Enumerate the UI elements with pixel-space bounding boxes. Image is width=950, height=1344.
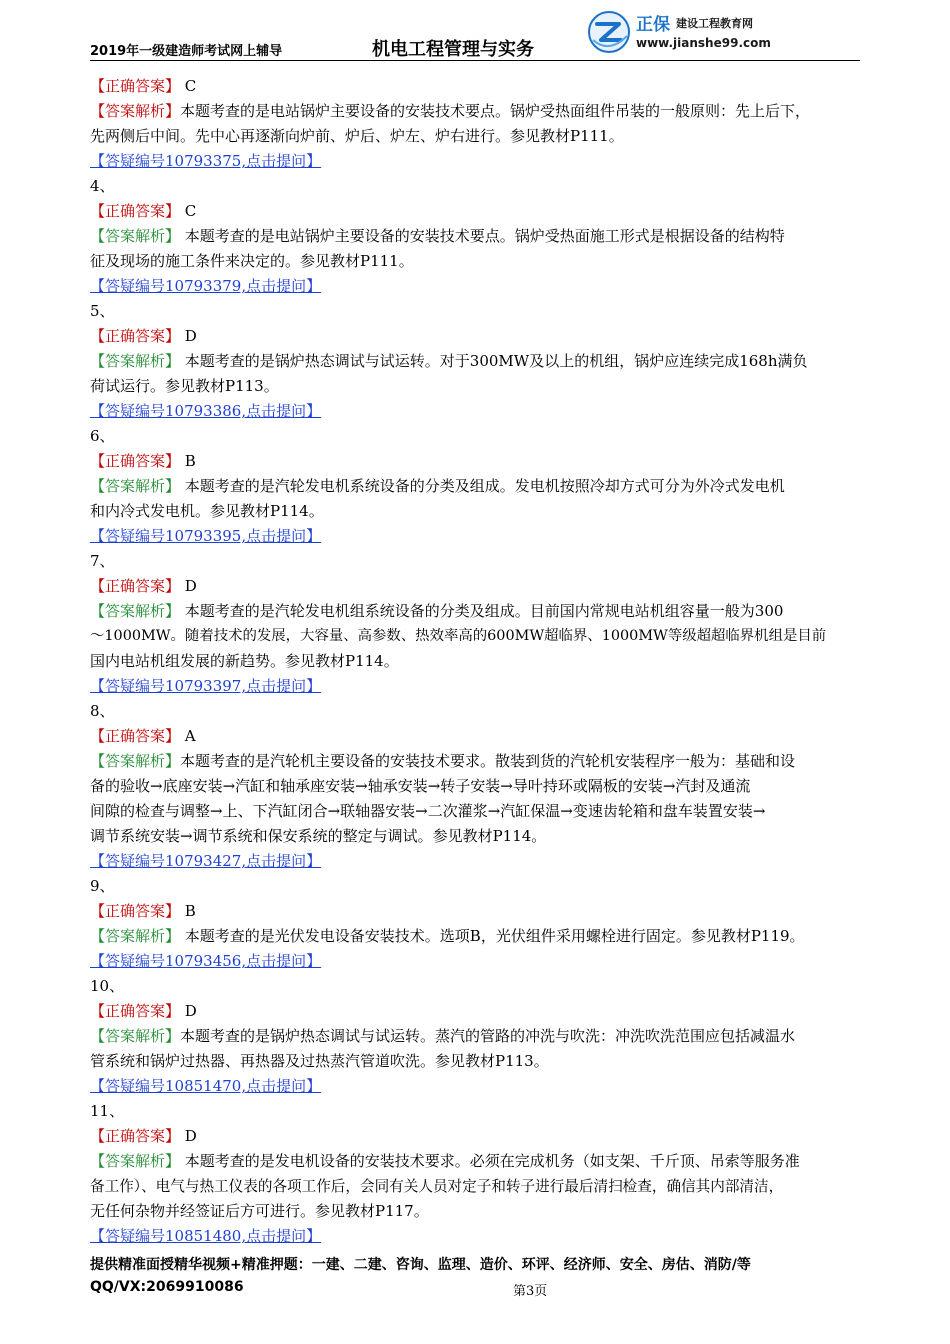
answer-line [90, 899, 865, 924]
ask-question-link[interactable]: 【答疑编号10793375,点击提问】 [90, 152, 322, 170]
analysis-label: 【答案解析】 [90, 927, 181, 945]
analysis-label: 【答案解析】 [90, 752, 181, 770]
header-course-title: 2019年一级建造师考试网上辅导 [90, 44, 283, 59]
correct-answer-label: 【正确答案】 [90, 327, 181, 345]
correct-answer-value: D [184, 577, 197, 595]
analysis-line [90, 474, 865, 499]
analysis-label: 【答案解析】 [90, 477, 181, 495]
brand-logo [587, 8, 867, 58]
correct-answer-label: 【正确答案】 [90, 1127, 181, 1145]
analysis-line: 管系统和锅炉过热器、再热器及过热蒸汽管道吹洗。参见教材P113。 [90, 1052, 549, 1070]
page-number: 第3页 [513, 1284, 548, 1299]
analysis-label: 【答案解析】 [90, 227, 181, 245]
analysis-line: 间隙的检查与调整→上、下汽缸闭合→联轴器安装→二次灌浆→汽缸保温→变速齿轮箱和盘车装置安装→ [90, 802, 766, 820]
ask-question-link[interactable]: 【答疑编号10793397,点击提问】 [90, 677, 322, 695]
correct-answer-value: B [184, 452, 196, 470]
analysis-text: 本题考查的是发电机设备的安装技术要求。必须在完成机务（如支架、千斤顶、吊索等服务准 [184, 1152, 800, 1170]
logo-subtitle: 建设工程教育网 [676, 17, 753, 30]
correct-answer-label: 【正确答案】 [90, 727, 181, 745]
question-number: 8、 [90, 702, 115, 720]
analysis-line: 国内电站机组发展的新趋势。参见教材P114。 [90, 652, 399, 670]
answer-line [90, 999, 865, 1024]
analysis-text: 本题考查的是汽轮发电机组系统设备的分类及组成。目前国内常规电站机组容量一般为300 [184, 602, 784, 620]
analysis-line: 无任何杂物并经签证后方可进行。参见教材P117。 [90, 1202, 429, 1220]
analysis-text: 本题考查的是汽轮机主要设备的安装技术要求。散装到货的汽轮机安装程序一般为：基础和设 [180, 752, 796, 770]
ask-question-link[interactable]: 【答疑编号10793427,点击提问】 [90, 852, 322, 870]
question-number: 5、 [90, 302, 115, 320]
analysis-line [90, 99, 865, 124]
ask-question-link[interactable]: 【答疑编号10793456,点击提问】 [90, 952, 322, 970]
analysis-label: 【答案解析】 [90, 102, 181, 120]
answer-line [90, 449, 865, 474]
analysis-label: 【答案解析】 [90, 352, 181, 370]
correct-answer-value: A [184, 727, 196, 745]
header-rule [90, 60, 860, 61]
question-number: 11、 [90, 1102, 125, 1120]
correct-answer-label: 【正确答案】 [90, 77, 181, 95]
analysis-line: 先两侧后中间。先中心再逐渐向炉前、炉后、炉左、炉右进行。参见教材P111。 [90, 127, 624, 145]
correct-answer-value: B [184, 902, 196, 920]
analysis-label: 【答案解析】 [90, 602, 181, 620]
answer-line [90, 574, 865, 599]
answer-line [90, 1124, 865, 1149]
question-number: 10、 [90, 977, 125, 995]
analysis-label: 【答案解析】 [90, 1027, 181, 1045]
analysis-line: ～1000MW。随着技术的发展，大容量、高参数、热效率高的600MW超临界、1000MW等级超超临界机组是目前 [90, 628, 827, 644]
correct-answer-label: 【正确答案】 [90, 452, 181, 470]
analysis-line [90, 1149, 865, 1174]
ask-question-link[interactable]: 【答疑编号10793386,点击提问】 [90, 402, 322, 420]
answer-line [90, 74, 865, 99]
correct-answer-value: C [184, 202, 197, 220]
correct-answer-label: 【正确答案】 [90, 1002, 181, 1020]
correct-answer-label: 【正确答案】 [90, 902, 181, 920]
logo-swirl-icon [587, 10, 631, 54]
analysis-line [90, 224, 865, 249]
ask-question-link[interactable]: 【答疑编号10793379,点击提问】 [90, 277, 322, 295]
ask-question-link[interactable]: 【答疑编号10851470,点击提问】 [90, 1077, 322, 1095]
answer-line [90, 324, 865, 349]
analysis-text: 本题考查的是电站锅炉主要设备的安装技术要点。锅炉受热面组件吊装的一般原则：先上后下， [180, 102, 811, 120]
question-number: 4、 [90, 177, 115, 195]
footer-promo: 提供精准面授精华视频+精准押题：一建、二建、咨询、监理、造价、环评、经济师、安全、房估、消防/等 [90, 1257, 751, 1273]
ask-question-link[interactable]: 【答疑编号10851480,点击提问】 [90, 1227, 322, 1245]
logo-brand-text: 正保 [636, 15, 670, 35]
analysis-text: 本题考查的是光伏发电设备安装技术。选项B，光伏组件采用螺栓进行固定。参见教材P119。 [184, 927, 805, 945]
analysis-line: 征及现场的施工条件来决定的。参见教材P111。 [90, 252, 414, 270]
page-header [90, 8, 860, 60]
analysis-text: 本题考查的是锅炉热态调试与试运转。蒸汽的管路的冲洗与吹洗：冲洗吹洗范围应包括减温水 [180, 1027, 796, 1045]
header-subject-title: 机电工程管理与实务 [372, 39, 534, 60]
analysis-line [90, 749, 865, 774]
analysis-line [90, 599, 865, 624]
analysis-line [90, 1024, 865, 1049]
question-number: 9、 [90, 877, 115, 895]
analysis-label: 【答案解析】 [90, 1152, 181, 1170]
correct-answer-value: C [184, 77, 197, 95]
answer-line [90, 199, 865, 224]
analysis-line: 备工作）、电气与热工仪表的各项工作后，会同有关人员对定子和转子进行最后清扫检查，确信其内部清洁， [90, 1178, 784, 1195]
analysis-text: 本题考查的是汽轮发电机系统设备的分类及组成。发电机按照冷却方式可分为外冷式发电机 [184, 477, 785, 495]
analysis-line [90, 349, 865, 374]
correct-answer-label: 【正确答案】 [90, 577, 181, 595]
correct-answer-value: D [184, 1002, 197, 1020]
correct-answer-label: 【正确答案】 [90, 202, 181, 220]
analysis-line: 和内冷式发电机。参见教材P114。 [90, 502, 324, 520]
analysis-text: 本题考查的是锅炉热态调试与试运转。对于300MW及以上的机组，锅炉应连续完成168h满负 [184, 352, 808, 370]
footer-contact: QQ/VX:2069910086 [90, 1279, 244, 1295]
analysis-line: 备的验收→底座安装→汽缸和轴承座安装→轴承安装→转子安装→导叶持环或隔板的安装→汽封及通流 [90, 777, 751, 795]
analysis-line: 荷试运行。参见教材P113。 [90, 377, 279, 395]
answer-line [90, 724, 865, 749]
answer-list [90, 74, 865, 1249]
correct-answer-value: D [184, 327, 197, 345]
question-number: 6、 [90, 427, 115, 445]
analysis-text: 本题考查的是电站锅炉主要设备的安装技术要点。锅炉受热面施工形式是根据设备的结构特 [184, 227, 785, 245]
analysis-line: 调节系统安装→调节系统和保安系统的整定与调试。参见教材P114。 [90, 827, 547, 845]
ask-question-link[interactable]: 【答疑编号10793395,点击提问】 [90, 527, 322, 545]
correct-answer-value: D [184, 1127, 197, 1145]
question-number: 7、 [90, 552, 115, 570]
logo-url: www.jianshe99.com [636, 36, 771, 50]
analysis-line [90, 924, 865, 949]
